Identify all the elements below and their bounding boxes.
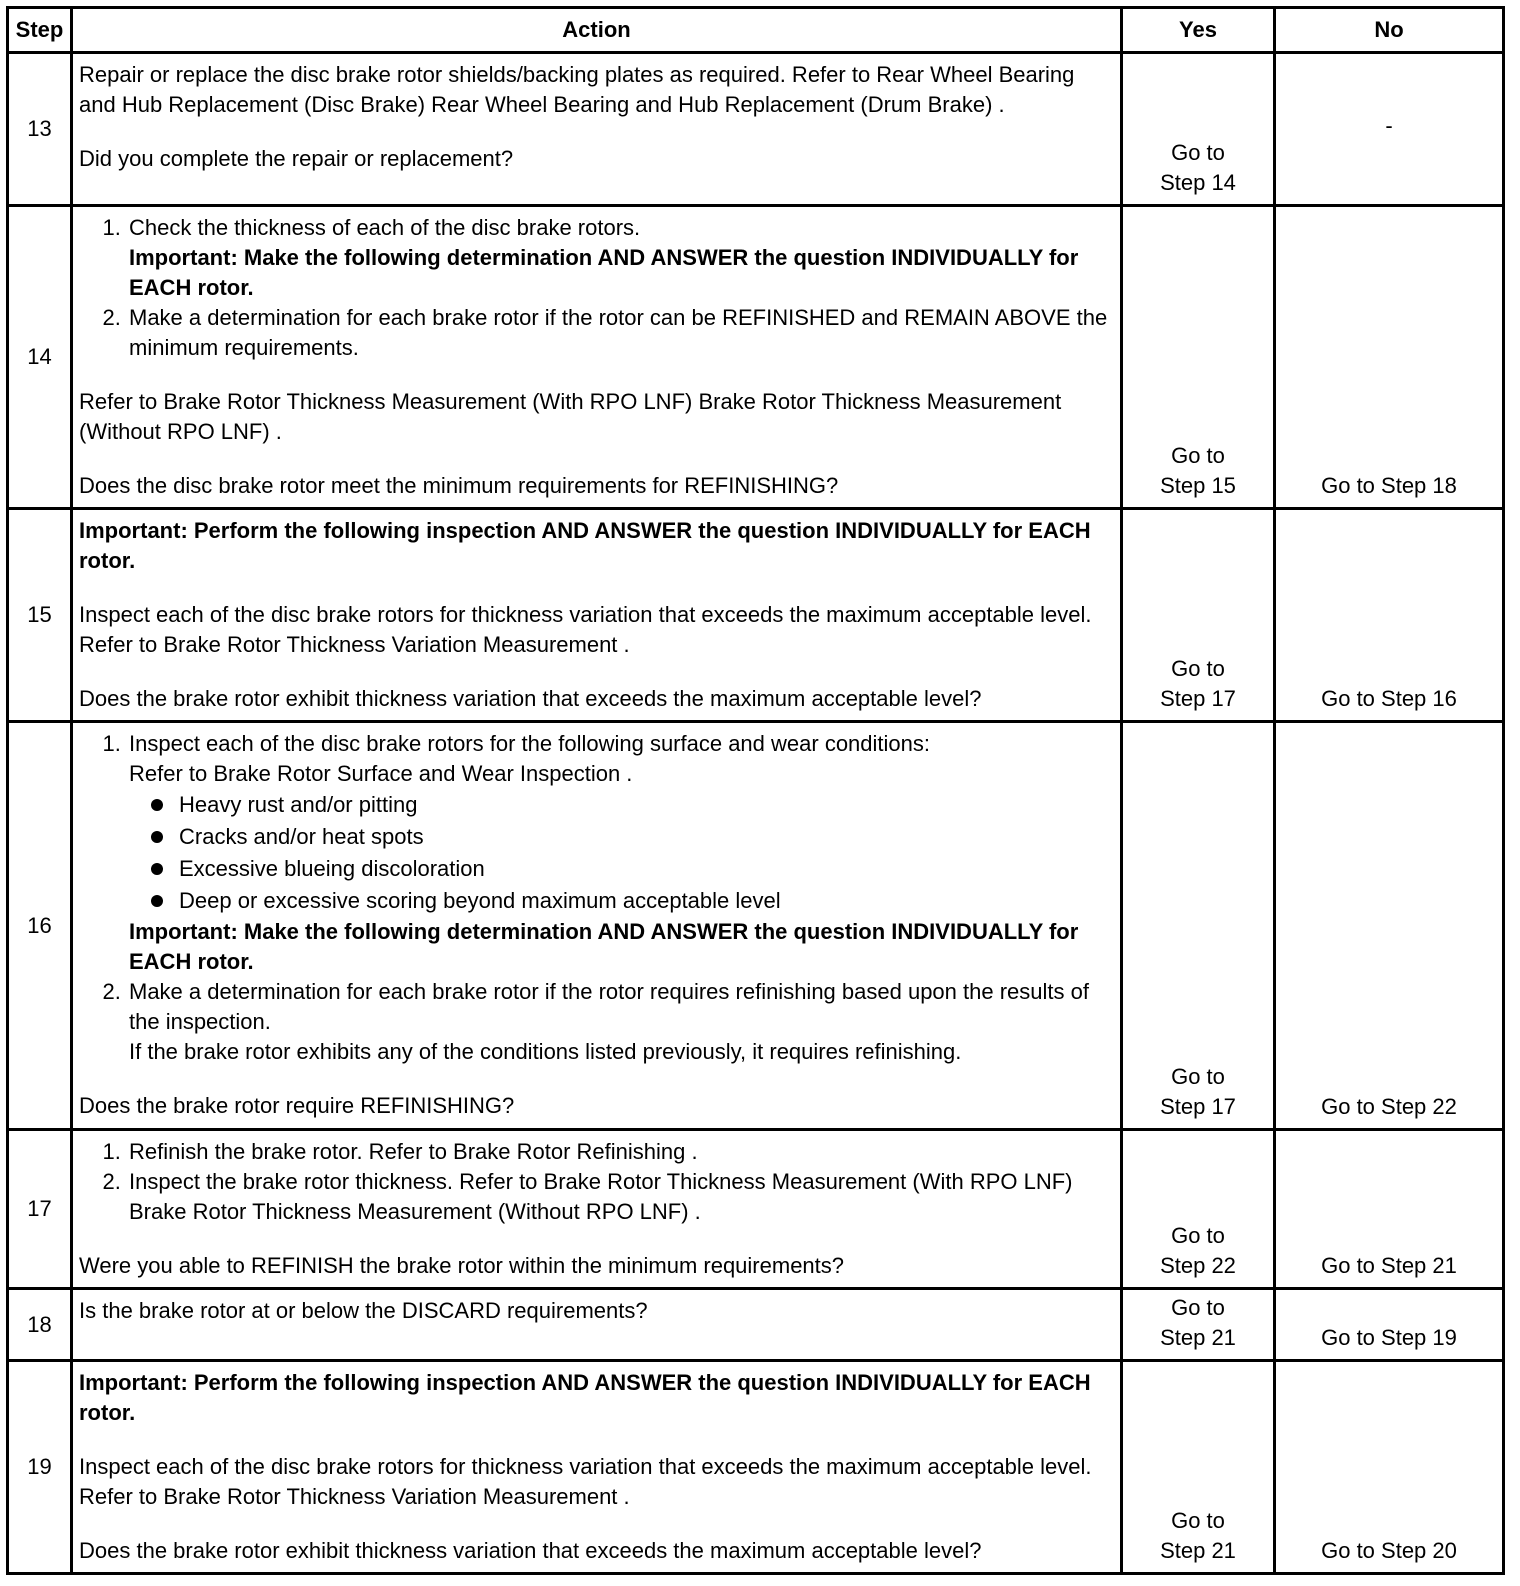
important-note: Important: Perform the following inspection AND ANSWER the question INDIVIDUALLY for EACH rotor.: [79, 1370, 1091, 1425]
step-number: 13: [8, 53, 72, 206]
important-note: Important: Make the following determination AND ANSWER the question INDIVIDUALLY for EACH rotor.: [129, 245, 1079, 300]
action-cell: [72, 1289, 1122, 1361]
header-yes: Yes: [1122, 8, 1275, 53]
list-item-text: Make a determination for each brake rotor if the rotor requires refinishing based upon the results of the inspection.: [129, 979, 1089, 1034]
step-number: 14: [8, 206, 72, 509]
table-row: [8, 1130, 1504, 1289]
action-cell: [72, 1130, 1122, 1289]
action-question: Does the brake rotor exhibit thickness variation that exceeds the maximum acceptable level?: [79, 686, 982, 711]
list-item: 1. Refinish the brake rotor. Refer to Brake Rotor Refinishing .: [127, 1137, 1114, 1167]
action-question: Were you able to REFINISH the brake rotor within the minimum requirements?: [79, 1253, 845, 1278]
bullet-item: Excessive blueing discoloration: [151, 853, 1114, 885]
yes-cell: Go to Step 21: [1122, 1289, 1275, 1361]
list-item: [127, 729, 1114, 977]
important-note: Important: Make the following determination AND ANSWER the question INDIVIDUALLY for EACH rotor.: [129, 919, 1079, 974]
no-cell: Go to Step 21: [1275, 1130, 1504, 1289]
table-row: [8, 1289, 1504, 1361]
action-question: Does the brake rotor require REFINISHING?: [79, 1093, 515, 1118]
action-question: Does the brake rotor exhibit thickness variation that exceeds the maximum acceptable level?: [79, 1538, 982, 1563]
step-number: 19: [8, 1361, 72, 1574]
no-cell: Go to Step 20: [1275, 1361, 1504, 1574]
bullet-icon: [151, 831, 163, 843]
action-cell: [72, 206, 1122, 509]
list-item: 2. Inspect the brake rotor thickness. Refer to Brake Rotor Thickness Measurement (With RPO LNF) Brake Rotor Thickness Measurement (Without RPO LNF) .: [127, 1167, 1114, 1227]
header-step: Step: [8, 8, 72, 53]
step-number: 18: [8, 1289, 72, 1361]
action-question: Is the brake rotor at or below the DISCARD requirements?: [79, 1298, 648, 1323]
table-row: [8, 1361, 1504, 1574]
action-question: Does the disc brake rotor meet the minimum requirements for REFINISHING?: [79, 473, 839, 498]
bullet-list: [129, 789, 1114, 917]
yes-cell: Go to Step 21: [1122, 1361, 1275, 1574]
yes-cell: Go to Step 15: [1122, 206, 1275, 509]
no-cell: -: [1275, 53, 1504, 206]
step-number: 16: [8, 722, 72, 1130]
action-cell: [72, 53, 1122, 206]
action-question: Did you complete the repair or replacement?: [79, 146, 514, 171]
bullet-icon: [151, 799, 163, 811]
list-item-text: Inspect each of the disc brake rotors for the following surface and wear conditions:: [129, 731, 930, 756]
bullet-icon: [151, 863, 163, 875]
list-item-note: If the brake rotor exhibits any of the conditions listed previously, it requires refinishing.: [129, 1039, 962, 1064]
bullet-icon: [151, 895, 163, 907]
refer-text: Refer to Brake Rotor Surface and Wear Inspection .: [129, 761, 633, 786]
no-cell: Go to Step 22: [1275, 722, 1504, 1130]
bullet-item: Heavy rust and/or pitting: [151, 789, 1114, 821]
numbered-list: [79, 213, 1114, 363]
numbered-list: [79, 1137, 1114, 1227]
header-action: Action: [72, 8, 1122, 53]
bullet-item: Deep or excessive scoring beyond maximum acceptable level: [151, 885, 1114, 917]
no-cell: Go to Step 18: [1275, 206, 1504, 509]
no-cell: Go to Step 19: [1275, 1289, 1504, 1361]
step-number: 17: [8, 1130, 72, 1289]
table-row: [8, 509, 1504, 722]
diagnostic-table: [6, 6, 1505, 1575]
action-cell: [72, 509, 1122, 722]
numbered-list: [79, 729, 1114, 1067]
list-item: 2. Make a determination for each brake rotor if the rotor can be REFINISHED and REMAIN ABOVE the minimum requirements.: [127, 303, 1114, 363]
action-text: Inspect each of the disc brake rotors for thickness variation that exceeds the maximum acceptable level. Refer to Brake Rotor Thickness Variation Measurement .: [79, 1454, 1092, 1509]
table-row: [8, 722, 1504, 1130]
list-item: [127, 213, 1114, 303]
yes-cell: Go to Step 17: [1122, 722, 1275, 1130]
yes-cell: Go to Step 14: [1122, 53, 1275, 206]
yes-cell: Go to Step 17: [1122, 509, 1275, 722]
action-text: Repair or replace the disc brake rotor shields/backing plates as required. Refer to Rear Wheel Bearing and Hub Replacement (Disc Brake) Rear Wheel Bearing and Hub Replacement (Drum Brake) .: [79, 62, 1075, 117]
important-note: Important: Perform the following inspection AND ANSWER the question INDIVIDUALLY for EACH rotor.: [79, 518, 1091, 573]
header-row: [8, 8, 1504, 53]
refer-text: Refer to Brake Rotor Thickness Measurement (With RPO LNF) Brake Rotor Thickness Measurement (Without RPO LNF) .: [79, 389, 1062, 444]
step-number: 15: [8, 509, 72, 722]
yes-cell: Go to Step 22: [1122, 1130, 1275, 1289]
table-row: [8, 206, 1504, 509]
action-cell: [72, 1361, 1122, 1574]
no-cell: Go to Step 16: [1275, 509, 1504, 722]
bullet-item: Cracks and/or heat spots: [151, 821, 1114, 853]
header-no: No: [1275, 8, 1504, 53]
action-cell: [72, 722, 1122, 1130]
action-text: Inspect each of the disc brake rotors for thickness variation that exceeds the maximum acceptable level. Refer to Brake Rotor Thickness Variation Measurement .: [79, 602, 1092, 657]
list-item: [127, 977, 1114, 1067]
list-item-text: Check the thickness of each of the disc brake rotors.: [129, 215, 641, 240]
table-row: [8, 53, 1504, 206]
